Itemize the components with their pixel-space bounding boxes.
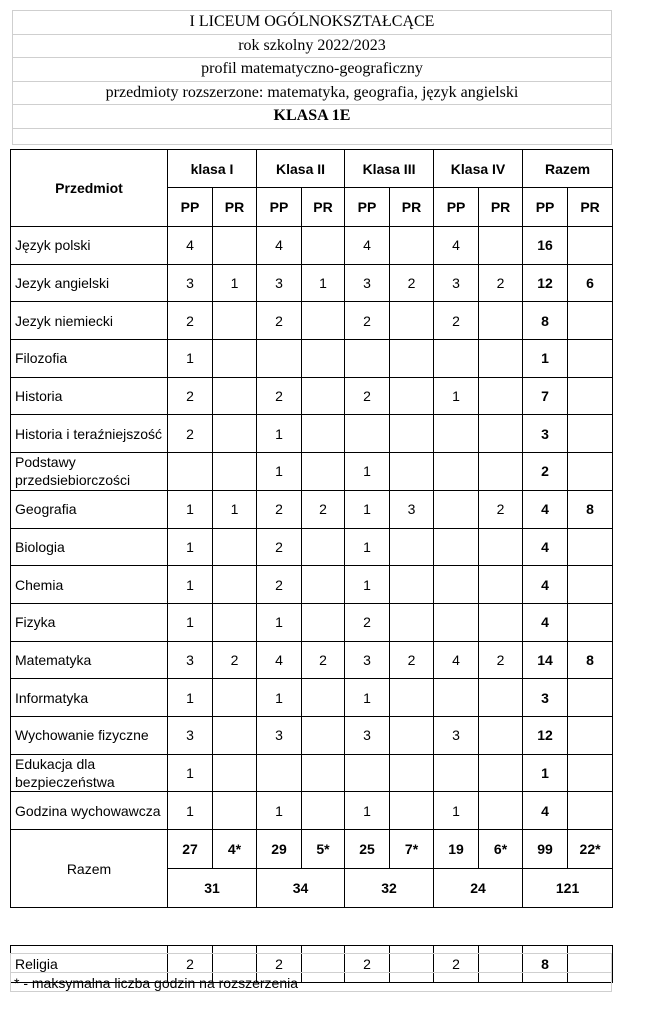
- subject-name: Historia: [11, 377, 168, 415]
- hours-cell: 1: [257, 453, 302, 491]
- sum-cell: 24: [434, 869, 523, 908]
- hours-cell: [213, 603, 257, 641]
- pr-header: PR: [213, 188, 257, 227]
- hours-cell: 2: [257, 945, 302, 983]
- hours-cell: [302, 453, 345, 491]
- hours-cell: 6: [568, 264, 613, 302]
- pp-header: PP: [523, 188, 568, 227]
- hours-cell: 2: [257, 490, 302, 528]
- hours-cell: [568, 340, 613, 378]
- hours-cell: [479, 754, 523, 792]
- total-cell: 6*: [479, 830, 523, 869]
- hours-cell: [345, 415, 390, 453]
- hours-cell: 3: [523, 415, 568, 453]
- subject-name: Edukacja dla bezpieczeństwa: [11, 754, 168, 792]
- hours-cell: [568, 679, 613, 717]
- hours-cell: 1: [345, 679, 390, 717]
- hours-cell: [302, 603, 345, 641]
- group-header: Klasa III: [345, 150, 434, 188]
- subject-name: Fizyka: [11, 603, 168, 641]
- hours-cell: [213, 528, 257, 566]
- pr-header: PR: [390, 188, 434, 227]
- hours-cell: 3: [434, 264, 479, 302]
- hours-cell: [390, 377, 434, 415]
- total-cell: 19: [434, 830, 479, 869]
- hours-cell: 2: [523, 453, 568, 491]
- pr-header: PR: [568, 188, 613, 227]
- hours-cell: [390, 415, 434, 453]
- total-cell: 29: [257, 830, 302, 869]
- hours-cell: [302, 302, 345, 340]
- school-year: rok szkolny 2022/2023: [13, 34, 612, 58]
- hours-cell: [434, 340, 479, 378]
- subject-row: [11, 490, 613, 528]
- hours-cell: [257, 340, 302, 378]
- hours-cell: 2: [257, 377, 302, 415]
- totals-label: Razem: [11, 830, 168, 908]
- subject-row: [11, 227, 613, 265]
- subject-name: Chemia: [11, 566, 168, 604]
- hours-cell: [434, 566, 479, 604]
- hours-cell: 1: [257, 792, 302, 830]
- hours-cell: 1: [168, 754, 213, 792]
- total-cell: 5*: [302, 830, 345, 869]
- hours-cell: [479, 453, 523, 491]
- hours-cell: 3: [168, 264, 213, 302]
- hours-cell: 2: [168, 945, 213, 983]
- hours-cell: [568, 453, 613, 491]
- hours-cell: 7: [523, 377, 568, 415]
- sum-cell: 31: [168, 869, 257, 908]
- hours-cell: [213, 792, 257, 830]
- hours-cell: 3: [257, 264, 302, 302]
- hours-cell: 1: [168, 340, 213, 378]
- hours-cell: [568, 302, 613, 340]
- subject-name: Jezyk angielski: [11, 264, 168, 302]
- subject-name: Historia i teraźniejszość: [11, 415, 168, 453]
- pr-header: PR: [302, 188, 345, 227]
- hours-cell: 3: [390, 490, 434, 528]
- hours-cell: 2: [434, 945, 479, 983]
- hours-cell: 2: [345, 945, 390, 983]
- hours-cell: [434, 490, 479, 528]
- hours-cell: 3: [257, 716, 302, 754]
- hours-cell: [434, 679, 479, 717]
- hours-cell: 4: [523, 603, 568, 641]
- hours-cell: 1: [168, 792, 213, 830]
- hours-cell: 1: [257, 415, 302, 453]
- hours-cell: [302, 377, 345, 415]
- hours-cell: [479, 415, 523, 453]
- hours-cell: [213, 415, 257, 453]
- pr-header: PR: [479, 188, 523, 227]
- hours-cell: [568, 603, 613, 641]
- hours-cell: 8: [568, 490, 613, 528]
- hours-cell: 14: [523, 641, 568, 679]
- hours-cell: [302, 679, 345, 717]
- totals-row: [11, 830, 613, 869]
- hours-cell: 12: [523, 716, 568, 754]
- hours-cell: 2: [257, 566, 302, 604]
- hours-cell: 4: [523, 566, 568, 604]
- pp-header: PP: [345, 188, 390, 227]
- sum-cell: 32: [345, 869, 434, 908]
- class-profile: profil matematyczno-geograficzny: [13, 58, 612, 82]
- hours-cell: [345, 754, 390, 792]
- hours-cell: 2: [168, 415, 213, 453]
- hours-cell: 12: [523, 264, 568, 302]
- subject-row: [11, 264, 613, 302]
- hours-cell: 1: [434, 792, 479, 830]
- total-cell: 27: [168, 830, 213, 869]
- hours-cell: 1: [257, 603, 302, 641]
- hours-cell: 4: [434, 227, 479, 265]
- hours-cell: [479, 340, 523, 378]
- hours-cell: 4: [434, 641, 479, 679]
- hours-cell: [568, 716, 613, 754]
- hours-cell: 2: [213, 641, 257, 679]
- hours-cell: 1: [168, 490, 213, 528]
- hours-cell: [568, 754, 613, 792]
- hours-cell: 2: [168, 377, 213, 415]
- subject-row: [11, 566, 613, 604]
- subject-name: Biologia: [11, 528, 168, 566]
- school-name: I LICEUM OGÓLNOKSZTAŁCĄCE: [13, 11, 612, 35]
- hours-cell: 3: [345, 641, 390, 679]
- total-cell: 22*: [568, 830, 613, 869]
- hours-cell: [302, 566, 345, 604]
- hours-cell: 2: [390, 264, 434, 302]
- subject-name: Filozofia: [11, 340, 168, 378]
- hours-cell: 3: [168, 716, 213, 754]
- hours-cell: 4: [523, 528, 568, 566]
- spacer-cell: [11, 908, 613, 946]
- hours-cell: [213, 453, 257, 491]
- group-header: Klasa IV: [434, 150, 523, 188]
- hours-cell: [390, 340, 434, 378]
- hours-cell: [213, 566, 257, 604]
- hours-cell: 4: [257, 641, 302, 679]
- hours-cell: [345, 340, 390, 378]
- hours-cell: 4: [523, 792, 568, 830]
- hours-cell: [434, 415, 479, 453]
- hours-cell: 8: [523, 945, 568, 983]
- hours-cell: [390, 453, 434, 491]
- hours-cell: [302, 716, 345, 754]
- group-header: klasa I: [168, 150, 257, 188]
- pp-header: PP: [434, 188, 479, 227]
- hours-cell: 1: [345, 792, 390, 830]
- sum-cell: 34: [257, 869, 345, 908]
- hours-cell: 2: [479, 641, 523, 679]
- hours-cell: [434, 453, 479, 491]
- hours-cell: [390, 679, 434, 717]
- hours-cell: [479, 377, 523, 415]
- hours-cell: 1: [168, 528, 213, 566]
- hours-cell: [302, 415, 345, 453]
- subject-name: Wychowanie fizyczne: [11, 716, 168, 754]
- hours-cell: [302, 754, 345, 792]
- hours-cell: 4: [168, 227, 213, 265]
- hours-cell: [434, 528, 479, 566]
- hours-cell: [568, 227, 613, 265]
- hours-cell: [479, 227, 523, 265]
- hours-cell: [479, 679, 523, 717]
- hours-cell: 1: [345, 453, 390, 491]
- subject-name: Język polski: [11, 227, 168, 265]
- hours-cell: 3: [345, 264, 390, 302]
- hours-cell: 2: [479, 490, 523, 528]
- hours-cell: 2: [345, 603, 390, 641]
- group-header: Klasa II: [257, 150, 345, 188]
- hours-cell: 8: [523, 302, 568, 340]
- subject-row: [11, 754, 613, 792]
- extended-subjects: przedmioty rozszerzone: matematyka, geografia, język angielski: [13, 81, 612, 105]
- subject-row: [11, 377, 613, 415]
- hours-cell: 4: [523, 490, 568, 528]
- hours-cell: [168, 453, 213, 491]
- hours-cell: [390, 566, 434, 604]
- hours-cell: [213, 302, 257, 340]
- subject-name: Informatyka: [11, 679, 168, 717]
- hours-cell: 3: [168, 641, 213, 679]
- pp-header: PP: [257, 188, 302, 227]
- group-header: Razem: [523, 150, 613, 188]
- hours-cell: 1: [168, 679, 213, 717]
- subject-header: Przedmiot: [11, 150, 168, 227]
- hours-cell: [479, 528, 523, 566]
- hours-cell: 2: [345, 302, 390, 340]
- subject-row: [11, 679, 613, 717]
- timetable: [10, 149, 613, 983]
- hours-cell: 2: [390, 641, 434, 679]
- hours-cell: [479, 792, 523, 830]
- spacer-row: [11, 908, 613, 946]
- hours-cell: 2: [302, 490, 345, 528]
- hours-cell: 1: [434, 377, 479, 415]
- hours-cell: 3: [345, 716, 390, 754]
- header-table: [12, 10, 612, 145]
- hours-cell: 16: [523, 227, 568, 265]
- hours-cell: 1: [523, 754, 568, 792]
- subject-row: [11, 340, 613, 378]
- subject-name: Geografia: [11, 490, 168, 528]
- subject-name: Matematyka: [11, 641, 168, 679]
- hours-cell: 1: [523, 340, 568, 378]
- subject-row: [11, 528, 613, 566]
- subject-row: [11, 716, 613, 754]
- hours-cell: [434, 603, 479, 641]
- hours-cell: 1: [345, 528, 390, 566]
- hours-cell: [479, 603, 523, 641]
- subject-row: [11, 603, 613, 641]
- hours-cell: [302, 227, 345, 265]
- hours-cell: [568, 566, 613, 604]
- hours-cell: [302, 792, 345, 830]
- hours-cell: 2: [168, 302, 213, 340]
- hours-cell: 4: [257, 227, 302, 265]
- pp-header: PP: [168, 188, 213, 227]
- hours-cell: [434, 754, 479, 792]
- total-cell: 7*: [390, 830, 434, 869]
- hours-cell: 3: [434, 716, 479, 754]
- subject-name: Podstawy przedsiebiorczości: [11, 453, 168, 491]
- hours-cell: [568, 415, 613, 453]
- hours-cell: [213, 227, 257, 265]
- hours-cell: 2: [345, 377, 390, 415]
- footnote: * - maksymalna liczba godzin na rozszerzenia: [10, 972, 612, 992]
- hours-cell: [213, 716, 257, 754]
- header-gap: [13, 128, 612, 144]
- hours-cell: [302, 340, 345, 378]
- hours-cell: 1: [302, 264, 345, 302]
- hours-cell: [479, 566, 523, 604]
- subject-row: [11, 453, 613, 491]
- hours-cell: 3: [523, 679, 568, 717]
- subject-row: [11, 792, 613, 830]
- hours-cell: [257, 754, 302, 792]
- hours-cell: [479, 302, 523, 340]
- hours-cell: [390, 792, 434, 830]
- hours-cell: 2: [302, 641, 345, 679]
- hours-cell: [390, 716, 434, 754]
- hours-cell: [390, 302, 434, 340]
- hours-cell: 1: [168, 566, 213, 604]
- hours-cell: 1: [213, 490, 257, 528]
- hours-cell: [213, 340, 257, 378]
- hours-cell: [568, 792, 613, 830]
- hours-cell: 4: [345, 227, 390, 265]
- hours-cell: [479, 716, 523, 754]
- hours-cell: [213, 377, 257, 415]
- hours-cell: [213, 754, 257, 792]
- hours-cell: 1: [345, 490, 390, 528]
- hours-cell: 1: [168, 603, 213, 641]
- subject-row: [11, 641, 613, 679]
- hours-cell: [390, 603, 434, 641]
- total-cell: 4*: [213, 830, 257, 869]
- subject-name: Religia: [11, 945, 168, 983]
- hours-cell: [390, 227, 434, 265]
- subject-name: Jezyk niemiecki: [11, 302, 168, 340]
- hours-cell: [390, 528, 434, 566]
- hours-cell: 8: [568, 641, 613, 679]
- hours-cell: 2: [479, 264, 523, 302]
- subject-name: Godzina wychowawcza: [11, 792, 168, 830]
- hours-cell: 1: [257, 679, 302, 717]
- hours-cell: 2: [257, 528, 302, 566]
- hours-cell: [390, 754, 434, 792]
- footnote-spacer: [10, 953, 612, 972]
- class-name: KLASA 1E: [13, 105, 612, 129]
- sum-cell: 121: [523, 869, 613, 908]
- header-row-groups: [11, 150, 613, 188]
- subject-row: [11, 302, 613, 340]
- hours-cell: [302, 528, 345, 566]
- subject-row: [11, 415, 613, 453]
- hours-cell: [568, 377, 613, 415]
- hours-cell: 1: [345, 566, 390, 604]
- hours-cell: 2: [257, 302, 302, 340]
- total-cell: 99: [523, 830, 568, 869]
- hours-cell: 1: [213, 264, 257, 302]
- total-cell: 25: [345, 830, 390, 869]
- hours-cell: [568, 528, 613, 566]
- hours-cell: 2: [434, 302, 479, 340]
- hours-cell: [213, 679, 257, 717]
